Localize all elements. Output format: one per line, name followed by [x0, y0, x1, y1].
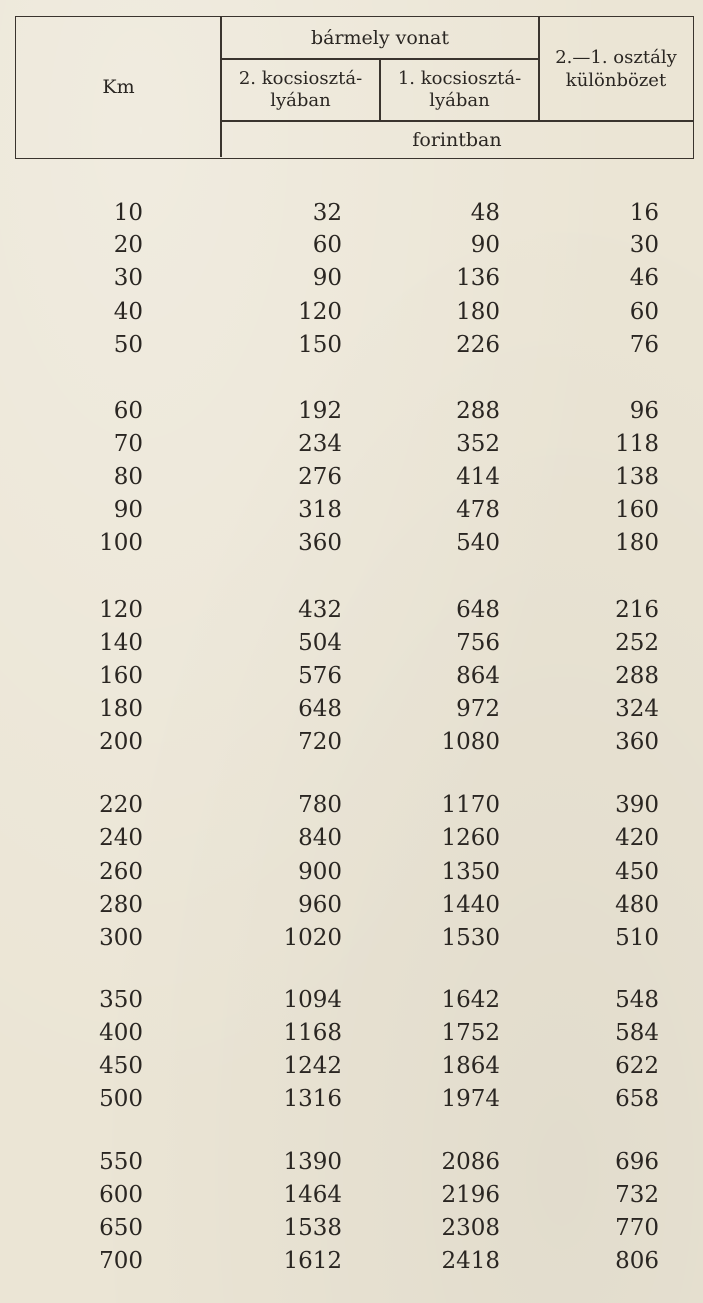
difference-cell: 96 [629, 398, 659, 424]
class1-fare-cell: 648 [456, 597, 500, 623]
km-cell: 50 [113, 332, 143, 358]
class1-fare-cell: 864 [456, 663, 500, 689]
difference-cell: 180 [615, 530, 659, 556]
km-cell: 650 [99, 1215, 143, 1241]
class1-fare-cell: 136 [456, 265, 500, 291]
difference-cell: 16 [629, 200, 659, 226]
km-cell: 500 [99, 1086, 143, 1112]
class1-fare-cell: 1350 [441, 859, 500, 885]
table-row [0, 296, 703, 328]
class2-fare-cell: 1242 [283, 1053, 342, 1079]
difference-cell: 360 [615, 729, 659, 755]
table-row [0, 594, 703, 626]
class1-fare-cell: 1440 [441, 892, 500, 918]
difference-cell: 548 [615, 987, 659, 1013]
class2-fare-cell: 1316 [283, 1086, 342, 1112]
km-cell: 450 [99, 1053, 143, 1079]
difference-cell: 806 [615, 1248, 659, 1274]
table-row [0, 1146, 703, 1178]
km-cell: 400 [99, 1020, 143, 1046]
km-cell: 600 [99, 1182, 143, 1208]
class1-fare-cell: 2418 [441, 1248, 500, 1274]
class2-fare-cell: 900 [298, 859, 342, 885]
class1-column-header: 1. kocsiosztá- lyában [397, 68, 522, 111]
table-row [0, 693, 703, 725]
class1-fare-cell: 478 [456, 497, 500, 523]
class1-fare-cell: 180 [456, 299, 500, 325]
table-row [0, 461, 703, 493]
class2-column-header: 2. kocsiosztá- lyában [238, 68, 363, 111]
difference-cell: 420 [615, 825, 659, 851]
difference-cell: 450 [615, 859, 659, 885]
class2-fare-cell: 780 [298, 792, 342, 818]
difference-cell: 770 [615, 1215, 659, 1241]
class1-fare-cell: 226 [456, 332, 500, 358]
class2-fare-cell: 192 [298, 398, 342, 424]
class1-fare-cell: 1260 [441, 825, 500, 851]
class2-fare-cell: 720 [298, 729, 342, 755]
class1-fare-cell: 90 [470, 232, 500, 258]
table-row [0, 627, 703, 659]
km-cell: 60 [113, 398, 143, 424]
class2-fare-cell: 1464 [283, 1182, 342, 1208]
difference-cell: 118 [615, 431, 659, 457]
class1-fare-cell: 2308 [441, 1215, 500, 1241]
km-column-header: Km [102, 76, 135, 98]
table-row [0, 889, 703, 921]
class1-fare-cell: 756 [456, 630, 500, 656]
table-row [0, 1050, 703, 1082]
class2-fare-cell: 648 [298, 696, 342, 722]
km-cell: 10 [113, 200, 143, 226]
km-cell: 280 [99, 892, 143, 918]
km-cell: 200 [99, 729, 143, 755]
class2-fare-cell: 1168 [283, 1020, 342, 1046]
table-row [0, 1017, 703, 1049]
class1-fare-cell: 2196 [441, 1182, 500, 1208]
km-cell: 120 [99, 597, 143, 623]
table-row [0, 262, 703, 294]
table-row [0, 329, 703, 361]
class1-fare-cell: 414 [456, 464, 500, 490]
table-row [0, 229, 703, 261]
class1-fare-cell: 48 [470, 200, 500, 226]
class1-fare-cell: 2086 [441, 1149, 500, 1175]
table-row [0, 494, 703, 526]
class2-fare-cell: 504 [298, 630, 342, 656]
difference-cell: 288 [615, 663, 659, 689]
class2-fare-cell: 276 [298, 464, 342, 490]
table-row [0, 395, 703, 427]
difference-cell: 732 [615, 1182, 659, 1208]
km-cell: 100 [99, 530, 143, 556]
class2-fare-cell: 1094 [283, 987, 342, 1013]
class1-fare-cell: 1864 [441, 1053, 500, 1079]
difference-cell: 584 [615, 1020, 659, 1046]
class2-fare-cell: 60 [312, 232, 342, 258]
class2-fare-cell: 960 [298, 892, 342, 918]
difference-cell: 30 [629, 232, 659, 258]
difference-cell: 216 [615, 597, 659, 623]
km-cell: 550 [99, 1149, 143, 1175]
table-row [0, 922, 703, 954]
table-row [0, 726, 703, 758]
class1-fare-cell: 1974 [441, 1086, 500, 1112]
table-row [0, 660, 703, 692]
difference-cell: 160 [615, 497, 659, 523]
km-cell: 70 [113, 431, 143, 457]
difference-cell: 622 [615, 1053, 659, 1079]
table-row [0, 1083, 703, 1115]
km-cell: 160 [99, 663, 143, 689]
difference-cell: 390 [615, 792, 659, 818]
km-cell: 180 [99, 696, 143, 722]
table-row [0, 1179, 703, 1211]
class1-fare-cell: 352 [456, 431, 500, 457]
difference-cell: 696 [615, 1149, 659, 1175]
table-row [0, 1212, 703, 1244]
difference-cell: 510 [615, 925, 659, 951]
km-cell: 260 [99, 859, 143, 885]
km-cell: 20 [113, 232, 143, 258]
class1-fare-cell: 1752 [441, 1020, 500, 1046]
km-cell: 140 [99, 630, 143, 656]
class2-fare-cell: 1538 [283, 1215, 342, 1241]
table-row [0, 527, 703, 559]
km-cell: 300 [99, 925, 143, 951]
class2-fare-cell: 1390 [283, 1149, 342, 1175]
table-row [0, 984, 703, 1016]
km-cell: 40 [113, 299, 143, 325]
table-row [0, 197, 703, 229]
class1-fare-cell: 1642 [441, 987, 500, 1013]
class2-fare-cell: 32 [312, 200, 342, 226]
table-row [0, 1245, 703, 1277]
difference-cell: 480 [615, 892, 659, 918]
class2-fare-cell: 120 [298, 299, 342, 325]
difference-cell: 60 [629, 299, 659, 325]
class1-fare-cell: 288 [456, 398, 500, 424]
km-cell: 90 [113, 497, 143, 523]
km-cell: 240 [99, 825, 143, 851]
class2-fare-cell: 1020 [283, 925, 342, 951]
table-row [0, 428, 703, 460]
class1-fare-cell: 1170 [441, 792, 500, 818]
class2-fare-cell: 360 [298, 530, 342, 556]
class2-fare-cell: 90 [312, 265, 342, 291]
class2-fare-cell: 234 [298, 431, 342, 457]
class2-fare-cell: 576 [298, 663, 342, 689]
currency-unit-header: forintban [412, 128, 502, 151]
km-cell: 700 [99, 1248, 143, 1274]
class2-fare-cell: 1612 [283, 1248, 342, 1274]
km-cell: 350 [99, 987, 143, 1013]
class1-fare-cell: 1530 [441, 925, 500, 951]
class1-fare-cell: 972 [456, 696, 500, 722]
table-row [0, 822, 703, 854]
class2-fare-cell: 432 [298, 597, 342, 623]
difference-cell: 658 [615, 1086, 659, 1112]
difference-column-header: 2.—1. osztály különbözet [555, 47, 677, 91]
class2-fare-cell: 150 [298, 332, 342, 358]
difference-cell: 252 [615, 630, 659, 656]
table-row [0, 856, 703, 888]
any-train-header: bármely vonat [310, 27, 450, 49]
class1-fare-cell: 1080 [441, 729, 500, 755]
km-cell: 220 [99, 792, 143, 818]
class2-fare-cell: 318 [298, 497, 342, 523]
difference-cell: 138 [615, 464, 659, 490]
class1-fare-cell: 540 [456, 530, 500, 556]
class2-fare-cell: 840 [298, 825, 342, 851]
km-cell: 80 [113, 464, 143, 490]
difference-cell: 324 [615, 696, 659, 722]
difference-cell: 76 [629, 332, 659, 358]
difference-cell: 46 [629, 265, 659, 291]
km-cell: 30 [113, 265, 143, 291]
table-row [0, 789, 703, 821]
